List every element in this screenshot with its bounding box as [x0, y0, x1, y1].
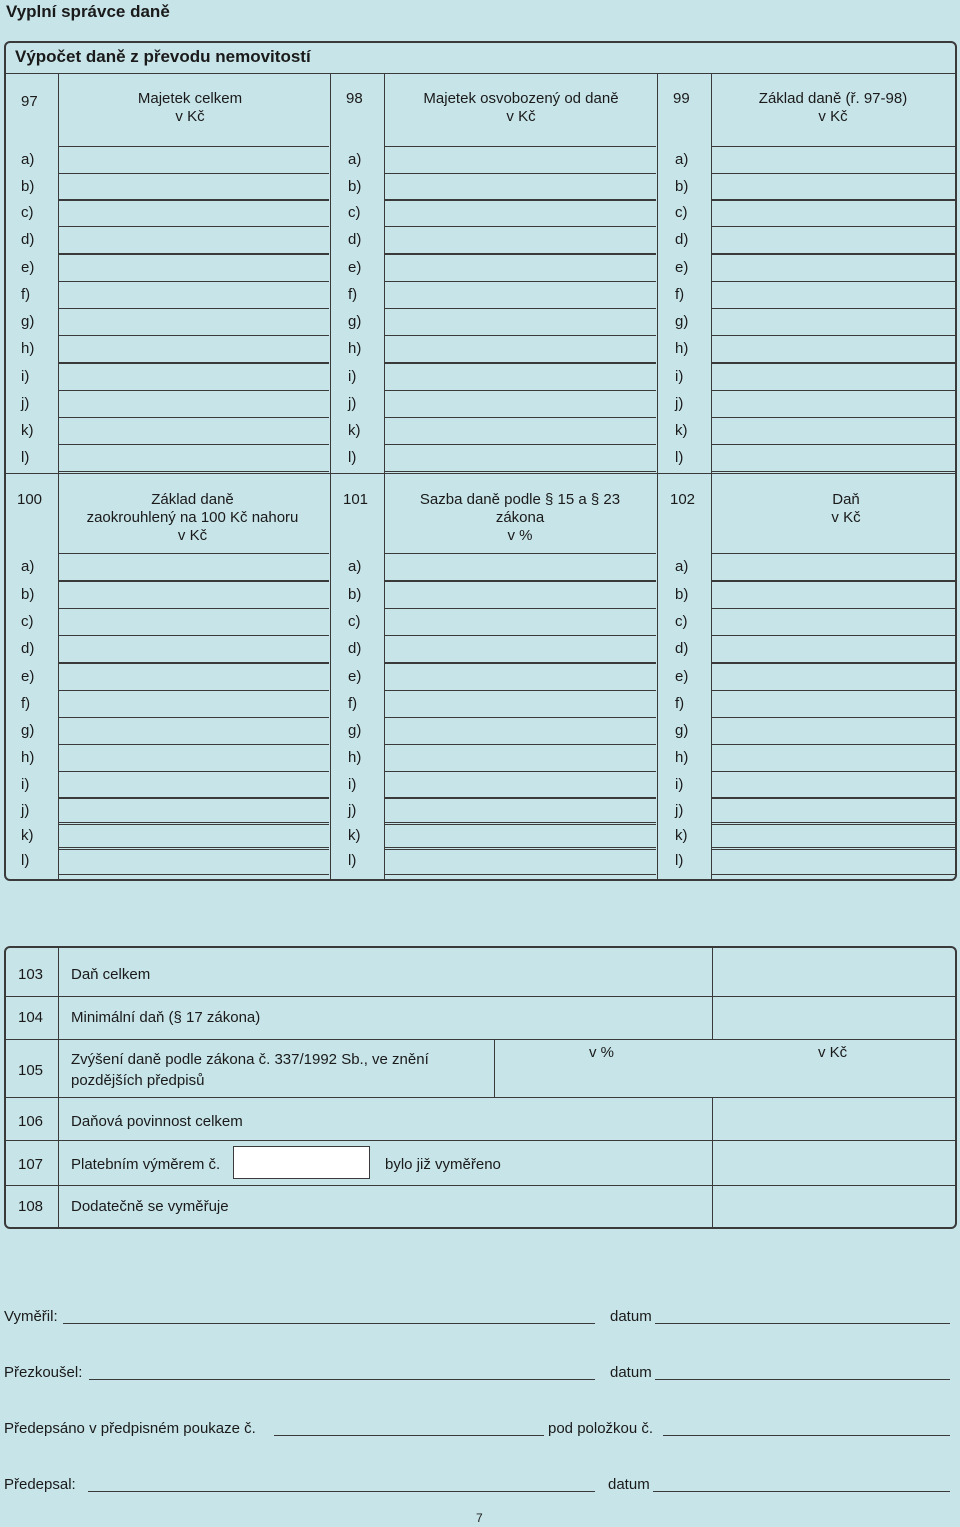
group1-field-top-2-6	[712, 308, 955, 309]
group1-field-top-0-1	[59, 173, 329, 174]
datum-line-2[interactable]	[655, 1378, 950, 1380]
prezkousel-line[interactable]	[89, 1378, 595, 1380]
group2-row-letter: h)	[21, 749, 35, 766]
group2-field-top-1-9	[385, 797, 656, 798]
group2-row-letter: a)	[21, 558, 35, 575]
row-102-number: 102	[670, 491, 696, 508]
group2-row-letter: h)	[675, 749, 689, 766]
page-number: 7	[476, 1511, 483, 1525]
group2-field-top-1-7	[385, 744, 656, 745]
group2-field-top-0-4	[59, 663, 329, 664]
group2-field-0-11[interactable]	[59, 874, 329, 875]
group2-row-letter: d)	[348, 640, 362, 657]
group1-field-top-0-0	[59, 146, 329, 147]
group2-row-letter: d)	[21, 640, 35, 657]
row-99-number: 99	[673, 90, 690, 107]
group2-field-top-0-8	[59, 771, 329, 772]
group1-field-1-11[interactable]	[385, 471, 656, 472]
group2-field-2-8[interactable]	[712, 798, 955, 799]
row-99-label: Základ daně (ř. 97-98) v Kč	[758, 90, 908, 125]
group2-field-top-1-2	[385, 608, 656, 609]
group2-field-1-11[interactable]	[385, 874, 656, 875]
predepsal-label: Předepsal:	[4, 1476, 76, 1493]
datum-line-3[interactable]	[653, 1490, 950, 1492]
row-105-unit-czk: v Kč	[818, 1044, 848, 1061]
group2-field-2-11[interactable]	[712, 874, 955, 875]
group1-field-top-0-7	[59, 335, 329, 336]
group1-field-top-2-11	[712, 444, 955, 445]
group1-row-letter: g)	[675, 313, 689, 330]
page-header: Vyplní správce daně	[6, 2, 170, 21]
group1-row-letter: a)	[21, 151, 35, 168]
group1-field-top-2-8	[712, 363, 955, 364]
group1-field-top-2-2	[712, 199, 955, 200]
group2-row-letter: e)	[348, 668, 362, 685]
group2-row-letter: i)	[348, 776, 357, 793]
row-104-number: 104	[18, 1009, 44, 1026]
group1-row-letter: j)	[675, 395, 684, 412]
group2-field-0-8[interactable]	[59, 798, 329, 799]
group2-row-letter: i)	[21, 776, 30, 793]
group2-row-letter: l)	[675, 852, 684, 869]
row-105-label: Zvýšení daně podle zákona č. 337/1992 Sb., ve znění pozdějších předpisů	[71, 1051, 429, 1089]
row-100-number: 100	[17, 491, 43, 508]
group2-field-top-0-10	[59, 822, 329, 823]
group1-field-top-1-8	[385, 363, 656, 364]
group1-field-top-2-0	[712, 146, 955, 147]
row-107-number: 107	[18, 1156, 44, 1173]
group2-field-top-0-3	[59, 635, 329, 636]
group2-row-letter: b)	[21, 586, 35, 603]
group1-row-letter: j)	[21, 395, 30, 412]
group1-row-letter: c)	[21, 204, 34, 221]
group1-field-top-0-3	[59, 226, 329, 227]
group2-row-letter: k)	[675, 827, 688, 844]
group1-row-letter: i)	[675, 368, 684, 385]
group1-field-top-0-6	[59, 308, 329, 309]
group1-field-top-1-6	[385, 308, 656, 309]
predepsano-label: Předepsáno v předpisném poukaze č.	[4, 1420, 256, 1437]
datum-label-2: datum	[610, 1364, 652, 1381]
group2-field-0-9[interactable]	[59, 824, 329, 825]
row-102-label: Daň v Kč	[831, 491, 861, 526]
group1-field-top-2-5	[712, 281, 955, 282]
group1-row-letter: j)	[348, 395, 357, 412]
predepsano-line[interactable]	[274, 1434, 544, 1436]
group1-field-top-2-1	[712, 173, 955, 174]
group1-row-letter: k)	[348, 422, 361, 439]
group1-row-letter: f)	[348, 286, 358, 303]
group1-field-top-0-2	[59, 199, 329, 200]
group1-field-top-1-9	[385, 390, 656, 391]
group2-row-letter: f)	[675, 695, 685, 712]
group1-field-top-1-4	[385, 254, 656, 255]
row-104-label: Minimální daň (§ 17 zákona)	[71, 1009, 261, 1026]
group1-row-letter: e)	[675, 259, 689, 276]
row-103-label: Daň celkem	[71, 966, 151, 983]
group2-row-letter: e)	[675, 668, 689, 685]
row-105-unit-percent: v %	[589, 1044, 615, 1061]
group1-row-letter: a)	[348, 151, 362, 168]
group1-field-top-1-0	[385, 146, 656, 147]
group2-row-letter: g)	[21, 722, 35, 739]
group2-field-1-10[interactable]	[385, 849, 656, 850]
row-101-label: Sazba daně podle § 15 a § 23 zákona v %	[419, 491, 621, 544]
group2-row-letter: h)	[348, 749, 362, 766]
group2-field-top-2-2	[712, 608, 955, 609]
group1-row-letter: c)	[675, 204, 688, 221]
group2-field-top-2-1	[712, 581, 955, 582]
group1-row-letter: g)	[348, 313, 362, 330]
group2-field-top-2-11	[712, 847, 955, 848]
row-105-number: 105	[18, 1062, 44, 1079]
row-108-label: Dodatečně se vyměřuje	[71, 1198, 229, 1215]
group2-field-top-2-10	[712, 822, 955, 823]
group1-field-top-2-9	[712, 390, 955, 391]
group1-field-0-11[interactable]	[59, 471, 329, 472]
row-106-label: Daňová povinnost celkem	[71, 1113, 243, 1130]
group2-row-letter: c)	[348, 613, 361, 630]
pod-polozkou-label: pod položkou č.	[548, 1420, 654, 1437]
group2-field-top-1-5	[385, 690, 656, 691]
group2-field-top-1-11	[385, 847, 656, 848]
group2-field-top-1-10	[385, 822, 656, 823]
group1-field-top-0-4	[59, 254, 329, 255]
vymeril-label: Vyměřil:	[4, 1308, 58, 1325]
group2-field-top-0-6	[59, 717, 329, 718]
group1-field-2-11[interactable]	[712, 471, 955, 472]
group1-row-letter: i)	[21, 368, 30, 385]
group2-row-letter: g)	[348, 722, 362, 739]
group1-field-top-0-11	[59, 444, 329, 445]
group1-row-letter: e)	[348, 259, 362, 276]
group2-field-top-0-7	[59, 744, 329, 745]
row-108-number: 108	[18, 1198, 44, 1215]
group2-row-letter: j)	[348, 802, 357, 819]
row-98-number: 98	[346, 90, 363, 107]
group1-row-letter: f)	[675, 286, 685, 303]
row-107-label-2: bylo již vyměřeno	[385, 1156, 501, 1173]
group1-field-top-1-5	[385, 281, 656, 282]
group2-row-letter: a)	[675, 558, 689, 575]
group1-row-letter: e)	[21, 259, 35, 276]
group2-row-letter: k)	[21, 827, 34, 844]
section-title: Výpočet daně z převodu nemovitostí	[15, 47, 311, 66]
group2-field-1-8[interactable]	[385, 798, 656, 799]
group2-row-letter: a)	[348, 558, 362, 575]
group1-field-top-1-3	[385, 226, 656, 227]
group2-field-2-9[interactable]	[712, 824, 955, 825]
group2-row-letter: f)	[21, 695, 31, 712]
row-98-label: Majetek osvobozený od daně v Kč	[423, 90, 619, 125]
group2-field-0-10[interactable]	[59, 849, 329, 850]
tax-calculation-section	[4, 41, 957, 881]
row-97-number: 97	[21, 93, 38, 110]
group2-row-letter: c)	[675, 613, 688, 630]
group1-row-letter: c)	[348, 204, 361, 221]
group1-row-letter: b)	[21, 178, 35, 195]
group1-field-1-1[interactable]	[385, 200, 656, 201]
group2-row-letter: e)	[21, 668, 35, 685]
datum-label-1: datum	[610, 1308, 652, 1325]
group1-row-letter: l)	[348, 449, 357, 466]
group1-row-letter: k)	[21, 422, 34, 439]
group2-row-letter: d)	[675, 640, 689, 657]
group1-row-letter: a)	[675, 151, 689, 168]
payment-assessment-number-input[interactable]	[233, 1146, 370, 1179]
group1-row-letter: b)	[675, 178, 689, 195]
group2-row-letter: b)	[348, 586, 362, 603]
group2-field-top-1-8	[385, 771, 656, 772]
group1-row-letter: l)	[675, 449, 684, 466]
group2-row-letter: i)	[675, 776, 684, 793]
group2-field-top-1-6	[385, 717, 656, 718]
group1-row-letter: k)	[675, 422, 688, 439]
group1-field-top-2-10	[712, 417, 955, 418]
group1-field-top-1-1	[385, 173, 656, 174]
row-103-number: 103	[18, 966, 44, 983]
group1-row-letter: b)	[348, 178, 362, 195]
group2-field-top-2-0	[712, 553, 955, 554]
group2-field-top-1-3	[385, 635, 656, 636]
group2-row-letter: f)	[348, 695, 358, 712]
group2-row-letter: l)	[21, 852, 30, 869]
row-100-label: Základ daně zaokrouhlený na 100 Kč nahoru v Kč	[86, 491, 299, 544]
group2-field-top-0-5	[59, 690, 329, 691]
group2-field-top-2-8	[712, 771, 955, 772]
group1-field-top-1-2	[385, 199, 656, 200]
pod-polozkou-line[interactable]	[663, 1434, 950, 1436]
group2-field-top-1-0	[385, 553, 656, 554]
group2-field-top-2-6	[712, 717, 955, 718]
datum-label-3: datum	[608, 1476, 650, 1493]
group2-field-top-0-0	[59, 553, 329, 554]
group2-field-top-0-2	[59, 608, 329, 609]
vymeril-line[interactable]	[63, 1322, 595, 1324]
group2-field-top-2-7	[712, 744, 955, 745]
group2-field-top-1-4	[385, 663, 656, 664]
group2-field-top-1-1	[385, 581, 656, 582]
row-107-label: Platebním výměrem č.	[71, 1156, 221, 1173]
group1-field-2-1[interactable]	[712, 200, 955, 201]
datum-line-1[interactable]	[655, 1322, 950, 1324]
group1-field-top-2-7	[712, 335, 955, 336]
group1-row-letter: f)	[21, 286, 31, 303]
row-97-label: Majetek celkem v Kč	[137, 90, 243, 125]
group1-row-letter: h)	[675, 340, 689, 357]
group1-row-letter: i)	[348, 368, 357, 385]
group2-field-1-9[interactable]	[385, 824, 656, 825]
group1-row-letter: l)	[21, 449, 30, 466]
predepsal-line[interactable]	[88, 1490, 595, 1492]
group2-row-letter: g)	[675, 722, 689, 739]
group2-row-letter: l)	[348, 852, 357, 869]
group1-row-letter: d)	[21, 231, 35, 248]
group2-field-top-0-9	[59, 797, 329, 798]
group1-field-top-0-8	[59, 363, 329, 364]
group2-row-letter: c)	[21, 613, 34, 630]
group1-row-letter: h)	[348, 340, 362, 357]
group1-field-top-1-10	[385, 417, 656, 418]
group1-field-top-1-11	[385, 444, 656, 445]
group2-row-letter: j)	[21, 802, 30, 819]
group2-row-letter: k)	[348, 827, 361, 844]
row-101-number: 101	[343, 491, 369, 508]
group1-field-top-2-3	[712, 226, 955, 227]
group2-field-top-2-4	[712, 663, 955, 664]
group1-field-top-0-5	[59, 281, 329, 282]
row-106-number: 106	[18, 1113, 44, 1130]
group1-field-top-1-7	[385, 335, 656, 336]
prezkousel-label: Přezkoušel:	[4, 1364, 83, 1381]
group2-row-letter: j)	[675, 802, 684, 819]
group1-row-letter: h)	[21, 340, 35, 357]
group1-row-letter: d)	[348, 231, 362, 248]
group1-row-letter: d)	[675, 231, 689, 248]
group2-field-top-2-3	[712, 635, 955, 636]
group2-row-letter: b)	[675, 586, 689, 603]
group1-row-letter: g)	[21, 313, 35, 330]
group1-field-top-0-9	[59, 390, 329, 391]
group2-field-top-0-11	[59, 847, 329, 848]
group2-field-2-10[interactable]	[712, 849, 955, 850]
group1-field-0-1[interactable]	[59, 200, 329, 201]
group2-field-top-2-5	[712, 690, 955, 691]
group2-field-top-2-9	[712, 797, 955, 798]
group1-field-top-2-4	[712, 254, 955, 255]
group2-field-top-0-1	[59, 581, 329, 582]
group1-field-top-0-10	[59, 417, 329, 418]
